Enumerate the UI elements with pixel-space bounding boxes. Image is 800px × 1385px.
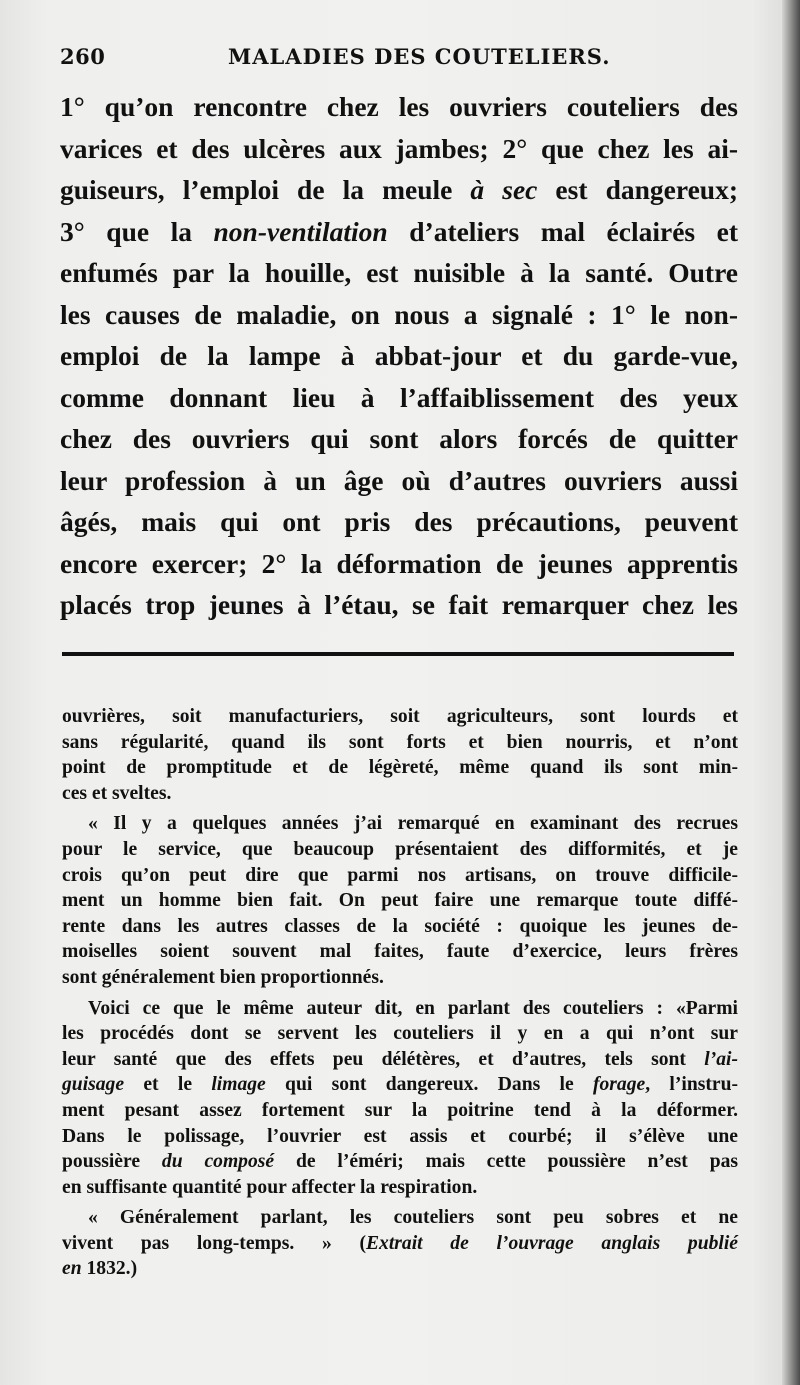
main-text-block bbox=[60, 86, 738, 626]
footnote-line: poussière du composé de l’éméri; mais cette poussière n’est pas bbox=[62, 1151, 739, 1173]
footnote-line: vivent pas long-temps. » (Extrait de l’ouvrage anglais publié bbox=[62, 1232, 738, 1254]
footnote-line: pour le service, que beaucoup présentaient des difformités, et je bbox=[62, 838, 738, 860]
page-header bbox=[60, 44, 740, 78]
footnote-line: crois qu’on peut dire que parmi nos artisans, on trouve difficile- bbox=[62, 864, 738, 886]
footnote-line: sans régularité, quand ils sont forts et bien nourris, et n’ont bbox=[62, 731, 738, 753]
footnote-line: « Généralement parlant, les couteliers sont peu sobres et ne bbox=[88, 1207, 738, 1229]
footnote-line: ouvrières, soit manufacturiers, soit agriculteurs, sont lourds et bbox=[62, 706, 738, 727]
text-line: âgés, mais qui ont pris des précautions, peuvent bbox=[60, 506, 738, 537]
footnote-line: leur santé que des effets peu délétères, et d’autres, tels sont l’ai- bbox=[62, 1048, 738, 1070]
footnote-line: en 1832.) bbox=[62, 1258, 138, 1280]
footnote-line: Voici ce que le même auteur dit, en parlant des couteliers : «Parmi bbox=[88, 997, 738, 1019]
footnote-line: ment un homme bien fait. On peut faire une remarque toute diffé- bbox=[62, 890, 738, 912]
text-line: 3° que la non-ventilation d’ateliers mal éclairés et bbox=[60, 215, 738, 247]
footnote-line: point de promptitude et de légèreté, même quand ils sont min- bbox=[62, 757, 738, 779]
text-line: leur profession à un âge où d’autres ouvriers aussi bbox=[60, 464, 738, 496]
footnote-line: sont généralement bien proportionnés. bbox=[62, 966, 384, 988]
footnote-line: les procédés dont se servent les couteliers il y en a qui n’ont sur bbox=[62, 1023, 738, 1045]
text-line: comme donnant lieu à l’affaiblissement des yeux bbox=[60, 381, 738, 413]
text-line: varices et des ulcères aux jambes; 2° que chez les ai- bbox=[60, 132, 738, 164]
running-title: MALADIES DES COUTELIERS. bbox=[228, 44, 611, 69]
text-line: enfumés par la houille, est nuisible à la santé. Outre bbox=[60, 257, 738, 288]
page-number: 260 bbox=[60, 44, 106, 69]
footnote-line: moiselles soient souvent mal faites, faute d’exercice, leurs frères bbox=[62, 941, 738, 963]
footnote-separator-rule bbox=[62, 652, 734, 656]
text-line: chez des ouvriers qui sont alors forcés de quitter bbox=[60, 423, 738, 454]
text-line: placés trop jeunes à l’étau, se fait remarquer chez les bbox=[60, 589, 738, 620]
footnote-block bbox=[62, 704, 738, 1282]
footnote-line: ces et sveltes. bbox=[62, 782, 172, 804]
footnote-line: en suffisante quantité pour affecter la respiration. bbox=[62, 1176, 478, 1198]
footnote-line: rente dans les autres classes de la société : quoique les jeunes de- bbox=[62, 915, 738, 937]
text-line: les causes de maladie, on nous a signalé : 1° le non- bbox=[60, 298, 738, 330]
text-line: encore exercer; 2° la déformation de jeunes apprentis bbox=[60, 547, 738, 579]
footnote-line: ment pesant assez fortement sur la poitrine tend à la déformer. bbox=[62, 1099, 738, 1121]
book-spine-shadow bbox=[782, 0, 800, 1385]
text-line: guiseurs, l’emploi de la meule à sec est dangereux; bbox=[60, 174, 738, 205]
text-line: emploi de la lampe à abbat-jour et du garde-vue, bbox=[60, 340, 738, 371]
text-line: 1° qu’on rencontre chez les ouvriers couteliers des bbox=[60, 91, 738, 122]
footnote-line: « Il y a quelques années j’ai remarqué en examinant des recrues bbox=[88, 813, 738, 835]
footnote-line: Dans le polissage, l’ouvrier est assis et courbé; il s’élève une bbox=[62, 1125, 738, 1147]
footnote-line: guisage et le limage qui sont dangereux. Dans le forage, l’instru- bbox=[62, 1074, 738, 1096]
